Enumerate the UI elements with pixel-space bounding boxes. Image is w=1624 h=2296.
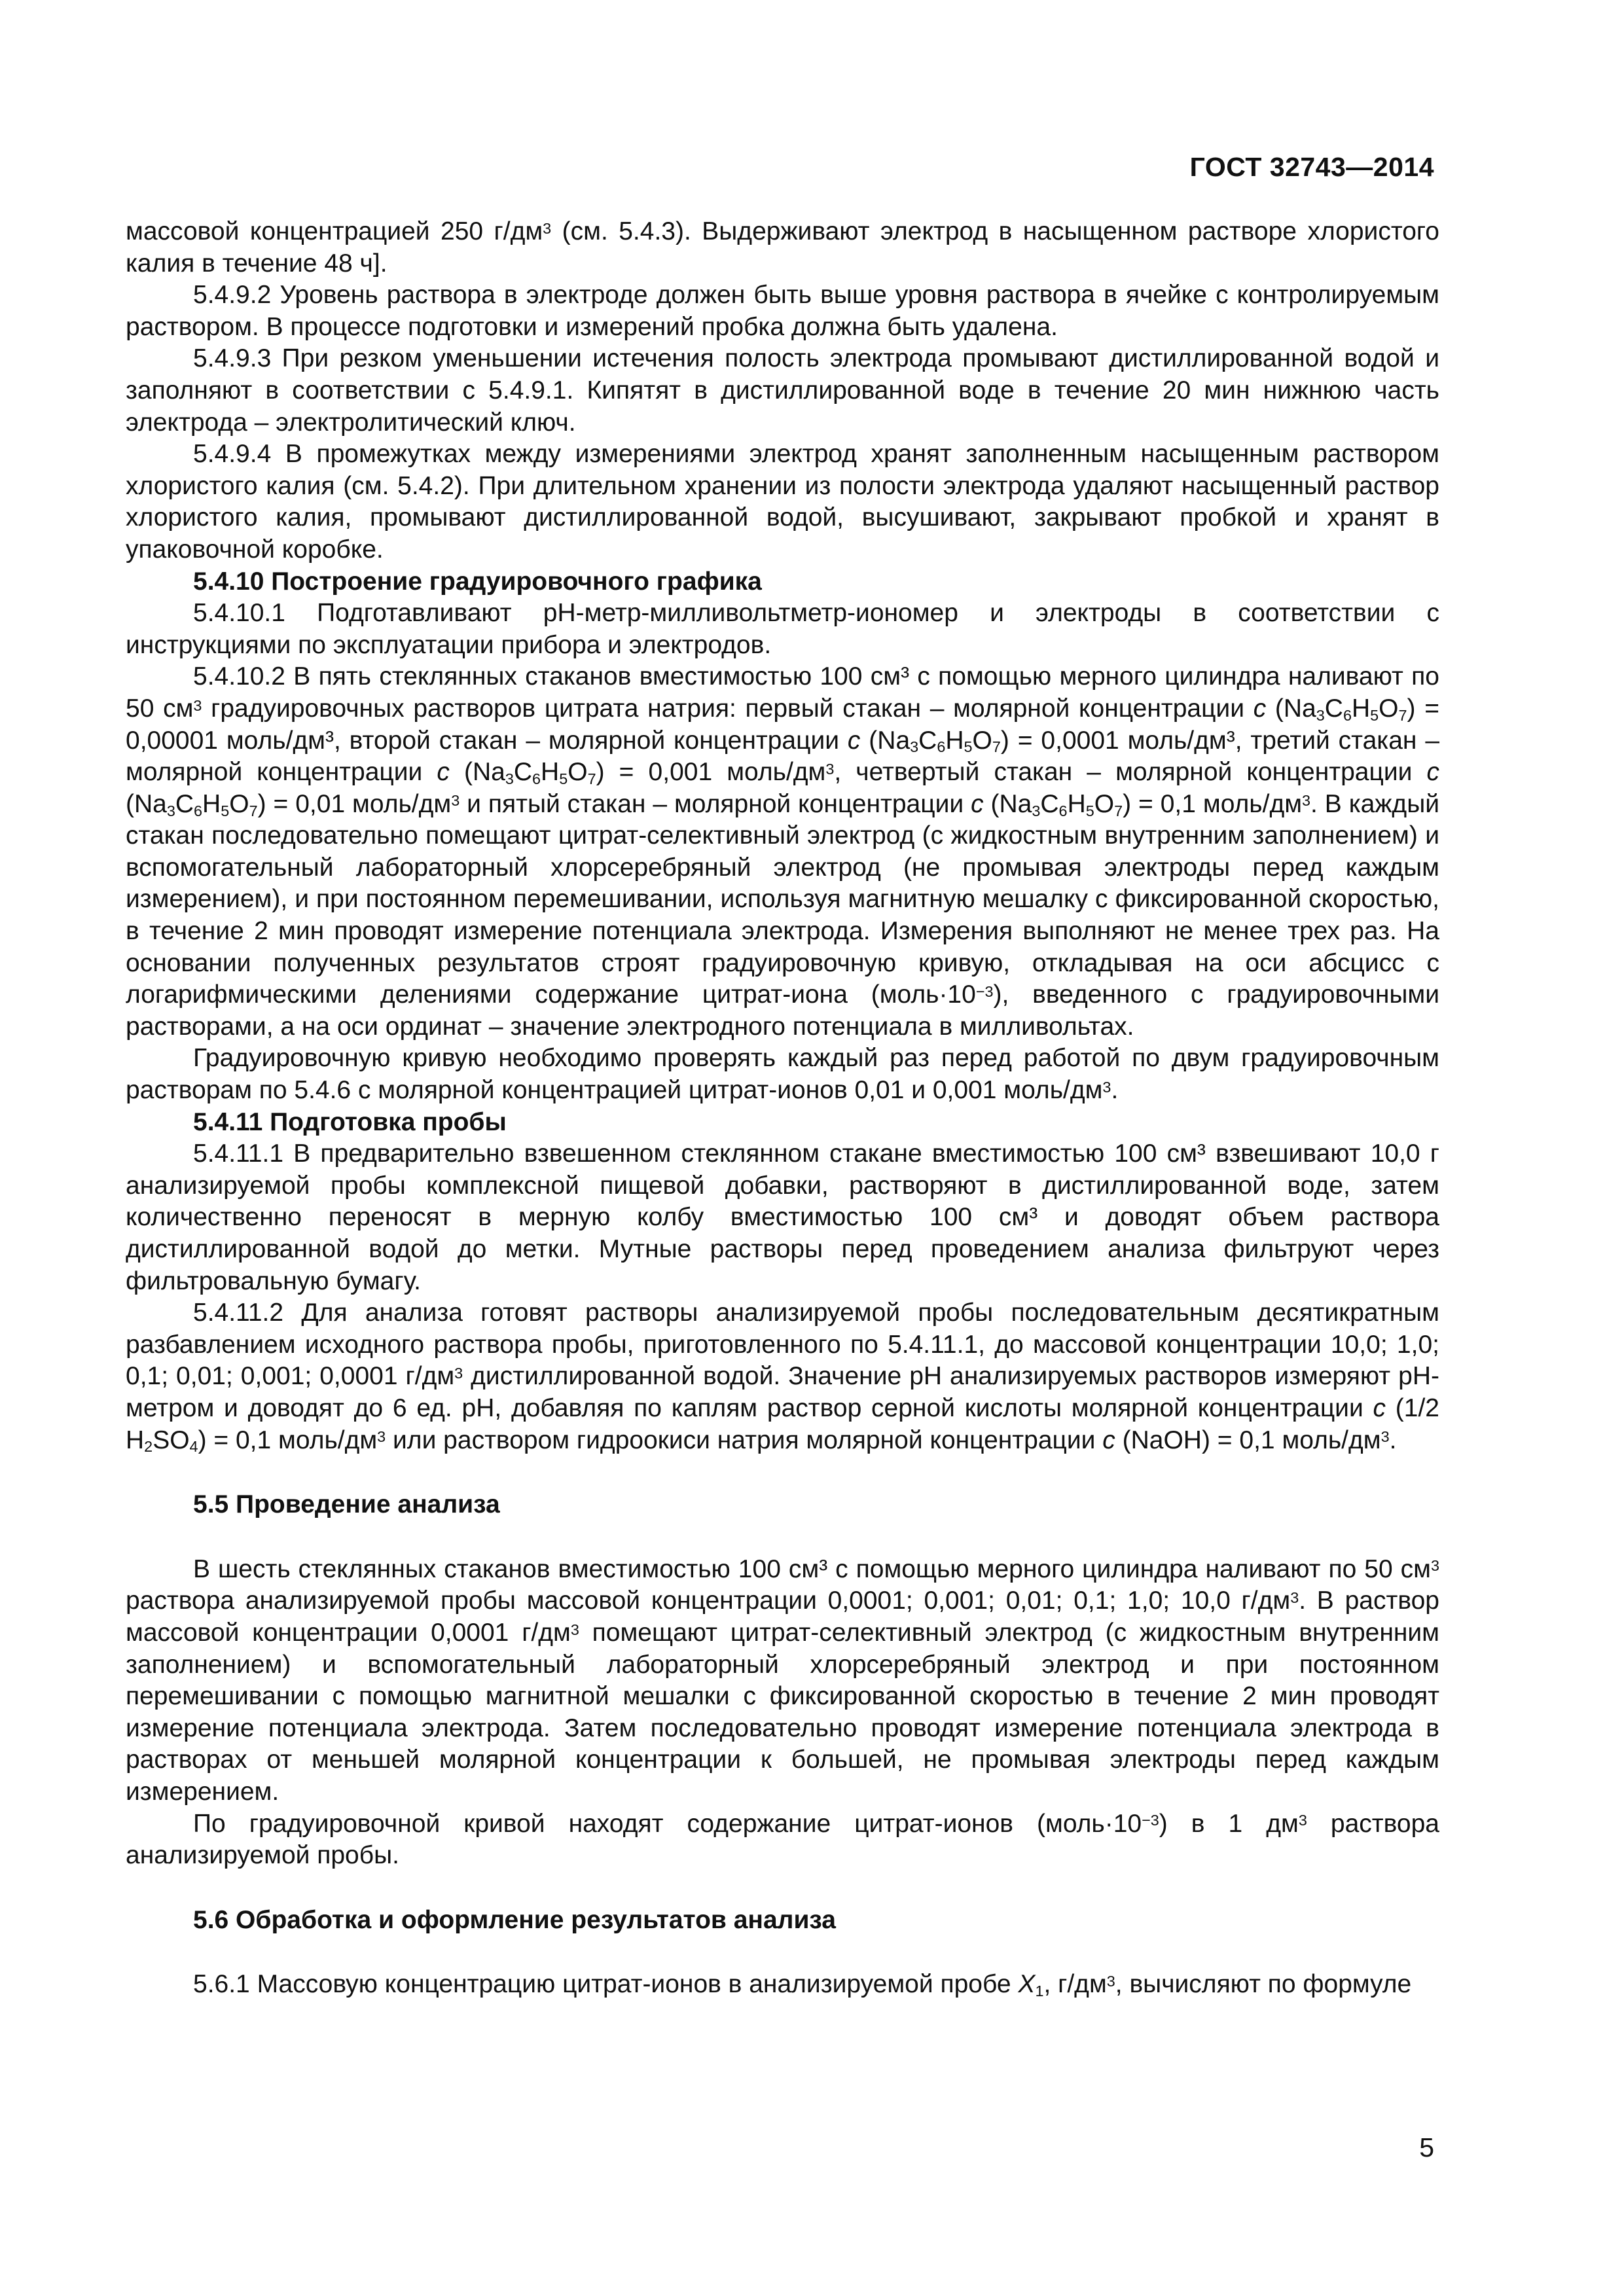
paragraph-5-5-result: По градуировочной кривой находят содержание цитрат-ионов $(моль\cdot 10^{-3})$ в 1 $дм^3$ раствора анализируемой пробы. [126, 1809, 1439, 1870]
paragraph-5-4-9-2: 5.4.9.2 Уровень раствора в электроде должен быть выше уровня раствора в ячейке с контролируемым раствором. В процессе подготовки и измерений пробка должна быть удалена. [126, 281, 1439, 341]
paragraph-5-4-10-2: 5.4.10.2 В пять стеклянных стаканов вместимостью 100 см³ с помощью мерного цилиндра наливают по 50 $см^3$ градуировочных растворов цитрата натрия: первый стакан – молярной концентрации c $(Na_3C_6H_5O_7) = 0,00001$ моль/дм³, второй стакан – молярной концентрации c $(Na_3C_6H_5O_7) = 0,0001$ моль/дм³, третий стакан – молярной концентрации c $(Na_3C_6H_5O_7) = 0,001$ моль/$дм^3$, четвертый стакан – молярной концентрации c $(Na_3C_6H_5O_7) = 0,01$ моль/$дм^3$ и пятый стакан – молярной концентрации c $(Na_3C_6H_5O_7) = 0,1$ моль/$дм^3$. В каждый стакан последовательно помещают цитрат-селективный электрод (с жидкостным внутренним заполнением) и вспомогательный лабораторный хлорсеребряный электрод (не промывая электроды перед каждым измерением), и при постоянном перемешивании, используя магнитную мешалку с фиксированной скоростью, в течение 2 мин проводят измерение потенциала электрода. Измерения выполняют не менее трех раз. На основании полученных результатов строят градуировочную кривую, откладывая на оси абсцисс с логарифмическими делениями содержание цитрат-иона $(моль\cdot 10^{-3})$, введенного с градуировочными растворами, а на оси ординат – значение электродного потенциала в милливольтах. [126, 662, 1440, 1041]
document-body [126, 216, 1439, 2001]
heading-5-6: 5.6 Обработка и оформление результатов анализа [193, 1905, 836, 1934]
heading-5-4-11: 5.4.11 Подготовка пробы [193, 1107, 507, 1136]
paragraph-continuation: массовой концентрацией 250 $г/дм^3$ (см. 5.4.3). Выдерживают электрод в насыщенном растворе хлористого калия в течение 48 ч]. [126, 217, 1439, 278]
paragraph-5-4-9-3: 5.4.9.3 При резком уменьшении истечения полость электрода промывают дистиллированной водой и заполняют в соответствии с 5.4.9.1. Кипятят в дистиллированной воде в течение 20 мин нижнюю часть электрода – электролитический ключ. [126, 344, 1439, 437]
paragraph-5-4-10-1: 5.4.10.1 Подготавливают рН-метр-милливольтметр-иономер и электроды в соответствии с инструкциями по эксплуатации прибора и электродов. [126, 599, 1439, 659]
heading-5-4-10: 5.4.10 Построение градуировочного графика [193, 567, 762, 596]
heading-5-5: 5.5 Проведение анализа [193, 1490, 500, 1519]
paragraph-5-4-11-2: 5.4.11.2 Для анализа готовят растворы анализируемой пробы последовательным десятикратным разбавлением исходного раствора пробы, приготовленного по 5.4.11.1, до массовой концентрации 10,0; 1,0; 0,1; 0,01; 0,001; 0,0001 $г/дм^3$ дистиллированной водой. Значение рН анализируемых растворов измеряют рН-метром и доводят до 6 ед. рН, добавляя по каплям раствор серной кислоты молярной концентрации c (1/2 $H_2SO_4) = 0,1$ моль/$дм^3$ или раствором гидроокиси натрия молярной концентрации c (NaOH) = 0,1 моль/$дм^3$. [126, 1299, 1439, 1456]
paragraph-5-6-1: 5.6.1 Массовую концентрацию цитрат-ионов в анализируемой пробе $X_1$, $г/дм^3$, вычисляют по формуле [193, 1970, 1412, 2000]
paragraph-5-4-9-4: 5.4.9.4 В промежутках между измерениями электрод хранят заполненным насыщенным раствором хлористого калия (см. 5.4.2). При длительном хранении из полости электрода удаляют насыщенный раствор хлористого калия, промывают дистиллированной водой, высушивают, закрывают пробкой и хранят в упаковочной коробке. [126, 440, 1439, 564]
paragraph-5-5-procedure: В шесть стеклянных стаканов вместимостью 100 см³ с помощью мерного цилиндра наливают по 50 $см^3$ раствора анализируемой пробы массовой концентрации 0,0001; 0,001; 0,01; 0,1; 1,0; 10,0 $г/дм^3$. В раствор массовой концентрации 0,0001 $г/дм^3$ помещают цитрат-селективный электрод (с жидкостным внутренним заполнением) и вспомогательный лабораторный хлорсеребряный электрод и при постоянном перемешивании с помощью магнитной мешалки с фиксированной скоростью в течение 2 мин проводят измерение потенциала электрода. Затем последовательно проводят измерение потенциала электрода в растворах от меньшей молярной концентрации к большей, не промывая электроды перед каждым измерением. [126, 1554, 1439, 1806]
page-number: 5 [1419, 2132, 1434, 2162]
paragraph-5-4-11-1: 5.4.11.1 В предварительно взвешенном стеклянном стакане вместимостью 100 см³ взвешивают 10,0 г анализируемой пробы комплексной пищевой добавки, растворяют в дистиллированной воде, затем количественно переносят в мерную колбу вместимостью 100 см³ и доводят объем раствора дистиллированной водой до метки. Мутные растворы перед проведением анализа фильтруют через фильтровальную бумагу. [126, 1139, 1439, 1295]
document-code: ГОСТ 32743—2014 [1189, 152, 1434, 182]
paragraph-calibration-check: Градуировочную кривую необходимо проверять каждый раз перед работой по двум градуировочным растворам по 5.4.6 с молярной концентрацией цитрат-ионов 0,01 и 0,001 моль/$дм^3$. [126, 1044, 1439, 1105]
